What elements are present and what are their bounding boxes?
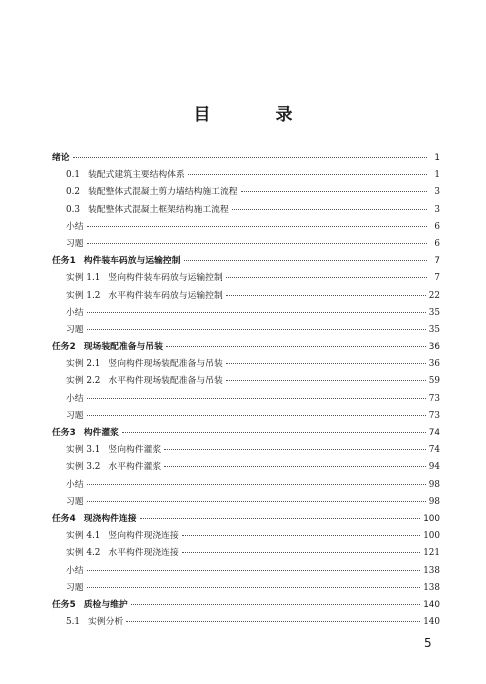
toc-entry xyxy=(52,425,440,442)
toc-entry-page: 6 xyxy=(434,221,440,232)
dot-leader xyxy=(87,415,426,416)
toc-entry-number: 5.1 xyxy=(66,617,80,628)
dot-leader xyxy=(122,432,426,433)
toc-entry-page: 138 xyxy=(423,565,440,576)
toc-entry-page: 140 xyxy=(423,599,440,610)
toc-entry-title: 习题 xyxy=(66,496,84,507)
toc-entry-page: 73 xyxy=(428,410,440,421)
toc-entry xyxy=(52,442,440,459)
toc-entry-title: 习题 xyxy=(66,324,84,335)
toc-entry-page: 3 xyxy=(434,187,440,198)
toc-entry-page: 94 xyxy=(428,462,440,473)
toc-entry-page: 3 xyxy=(434,204,440,215)
toc-entry xyxy=(52,202,440,219)
toc-entry-title: 现浇构件连接 xyxy=(83,513,137,524)
toc-entry-number: 任务1 xyxy=(52,256,76,267)
toc-entry-page: 138 xyxy=(423,582,440,593)
toc-entry-number: 0.1 xyxy=(66,170,80,181)
toc-entry xyxy=(52,339,440,356)
dot-leader xyxy=(184,260,428,261)
toc-entry-page: 35 xyxy=(428,307,440,318)
toc-entry-page: 1 xyxy=(434,170,440,181)
toc-entry-page: 100 xyxy=(423,513,440,524)
toc-entry-number: 实例 4.1 xyxy=(66,531,101,542)
toc-entry-title: 竖向构件现浇连接 xyxy=(108,531,179,542)
toc-entry-number: 任务4 xyxy=(52,513,76,524)
toc-entry-title: 水平构件装车码放与运输控制 xyxy=(108,290,223,301)
toc-entry-title: 小结 xyxy=(66,565,84,576)
toc-entry xyxy=(52,184,440,201)
toc-entry xyxy=(52,494,440,511)
dot-leader xyxy=(87,312,426,313)
toc-entry-page: 7 xyxy=(434,273,440,284)
toc-entry-page: 1 xyxy=(434,153,440,163)
toc-entry-page: 6 xyxy=(434,238,440,249)
toc-entry-page: 7 xyxy=(434,256,440,267)
toc-entry xyxy=(52,270,440,287)
toc-entry-number: 实例 3.1 xyxy=(66,445,101,456)
toc-entry-title: 竖向构件装车码放与运输控制 xyxy=(108,273,223,284)
dot-leader xyxy=(241,191,427,192)
toc-entry xyxy=(52,305,440,322)
toc-entry-page: 74 xyxy=(428,428,440,438)
toc-entry-number: 实例 2.1 xyxy=(66,359,101,370)
dot-leader xyxy=(87,243,427,244)
toc-entry-title: 装配整体式混凝土框架结构施工流程 xyxy=(88,204,229,215)
toc-entry-page: 59 xyxy=(428,376,440,387)
toc-entry xyxy=(52,580,440,597)
toc-entry-title: 竖向构件灌浆 xyxy=(108,445,162,456)
toc-entry xyxy=(52,373,440,390)
toc-entry-page: 35 xyxy=(428,324,440,335)
toc-entry-title: 竖向构件现场装配准备与吊装 xyxy=(108,359,223,370)
toc-entry-number: 任务2 xyxy=(52,342,76,353)
dot-leader xyxy=(226,380,426,381)
toc-entry-title: 小结 xyxy=(66,221,84,232)
toc-entry xyxy=(52,563,440,580)
toc-entry-title: 水平构件灌浆 xyxy=(108,462,162,473)
toc-entry xyxy=(52,219,440,236)
dot-leader xyxy=(87,484,426,485)
toc-entry-page: 36 xyxy=(428,342,440,353)
dot-leader xyxy=(87,329,426,330)
toc-entry-title: 构件装车码放与运输控制 xyxy=(83,256,181,267)
toc-entry-number: 实例 2.2 xyxy=(66,376,101,387)
toc-entry xyxy=(52,614,440,631)
table-of-contents xyxy=(52,150,440,631)
page-title: 目 录 xyxy=(193,105,317,125)
toc-entry-title: 小结 xyxy=(66,393,84,404)
toc-entry-page: 121 xyxy=(423,548,440,559)
toc-entry-number: 实例 4.2 xyxy=(66,548,101,559)
dot-leader xyxy=(166,346,426,347)
toc-entry xyxy=(52,356,440,373)
dot-leader xyxy=(87,570,421,571)
toc-entry xyxy=(52,253,440,270)
toc-entry-page: 73 xyxy=(428,393,440,404)
toc-entry xyxy=(52,459,440,476)
dot-leader xyxy=(226,295,426,296)
dot-leader xyxy=(182,552,420,553)
toc-entry-title: 装配式建筑主要结构体系 xyxy=(88,170,185,181)
toc-entry-title: 装配整体式混凝土剪力墙结构施工流程 xyxy=(88,187,238,198)
toc-entry-title: 小结 xyxy=(66,479,84,490)
dot-leader xyxy=(87,501,426,502)
toc-entry xyxy=(52,167,440,184)
toc-entry xyxy=(52,477,440,494)
dot-leader xyxy=(232,209,427,210)
toc-entry-title: 习题 xyxy=(66,410,84,421)
dot-leader xyxy=(126,621,420,622)
toc-entry-number: 0.3 xyxy=(66,204,80,215)
dot-leader xyxy=(182,535,420,536)
toc-entry xyxy=(52,528,440,545)
dot-leader xyxy=(164,449,426,450)
toc-entry-number: 任务3 xyxy=(52,428,76,438)
dot-leader xyxy=(73,157,427,158)
toc-entry-title: 习题 xyxy=(66,582,84,593)
toc-entry xyxy=(52,150,440,167)
toc-entry xyxy=(52,545,440,562)
toc-entry-title: 习题 xyxy=(66,238,84,249)
dot-leader xyxy=(226,277,427,278)
toc-entry-title: 实例分析 xyxy=(88,617,124,628)
toc-entry-title: 质检与维护 xyxy=(83,599,128,610)
toc-entry-number: 0.2 xyxy=(66,187,80,198)
toc-entry xyxy=(52,322,440,339)
toc-entry-number: 任务5 xyxy=(52,599,76,610)
dot-leader xyxy=(188,174,427,175)
toc-entry-page: 98 xyxy=(428,496,440,507)
toc-entry-page: 22 xyxy=(428,290,440,301)
toc-entry-number: 实例 1.1 xyxy=(66,273,101,284)
toc-entry-title: 水平构件现浇连接 xyxy=(108,548,179,559)
dot-leader xyxy=(87,587,421,588)
toc-entry xyxy=(52,511,440,528)
toc-entry xyxy=(52,408,440,425)
toc-entry-page: 98 xyxy=(428,479,440,490)
toc-entry-title: 绪论 xyxy=(52,153,70,163)
dot-leader xyxy=(140,518,421,519)
dot-leader xyxy=(87,398,426,399)
toc-entry-number: 实例 1.2 xyxy=(66,290,101,301)
dot-leader xyxy=(87,226,427,227)
toc-entry xyxy=(52,597,440,614)
toc-entry-page: 140 xyxy=(423,617,440,628)
toc-entry-title: 现场装配准备与吊装 xyxy=(83,342,163,353)
dot-leader xyxy=(164,466,426,467)
toc-entry-title: 水平构件现场装配准备与吊装 xyxy=(108,376,223,387)
toc-entry-page: 74 xyxy=(428,445,440,456)
toc-entry-title: 小结 xyxy=(66,307,84,318)
toc-entry-page: 36 xyxy=(428,359,440,370)
toc-entry-page: 100 xyxy=(423,531,440,542)
toc-entry-number: 实例 3.2 xyxy=(66,462,101,473)
toc-entry xyxy=(52,236,440,253)
dot-leader xyxy=(226,363,426,364)
toc-entry xyxy=(52,391,440,408)
page-number: 5 xyxy=(424,636,432,650)
toc-entry xyxy=(52,288,440,305)
dot-leader xyxy=(131,604,420,605)
toc-entry-title: 构件灌浆 xyxy=(83,428,119,438)
